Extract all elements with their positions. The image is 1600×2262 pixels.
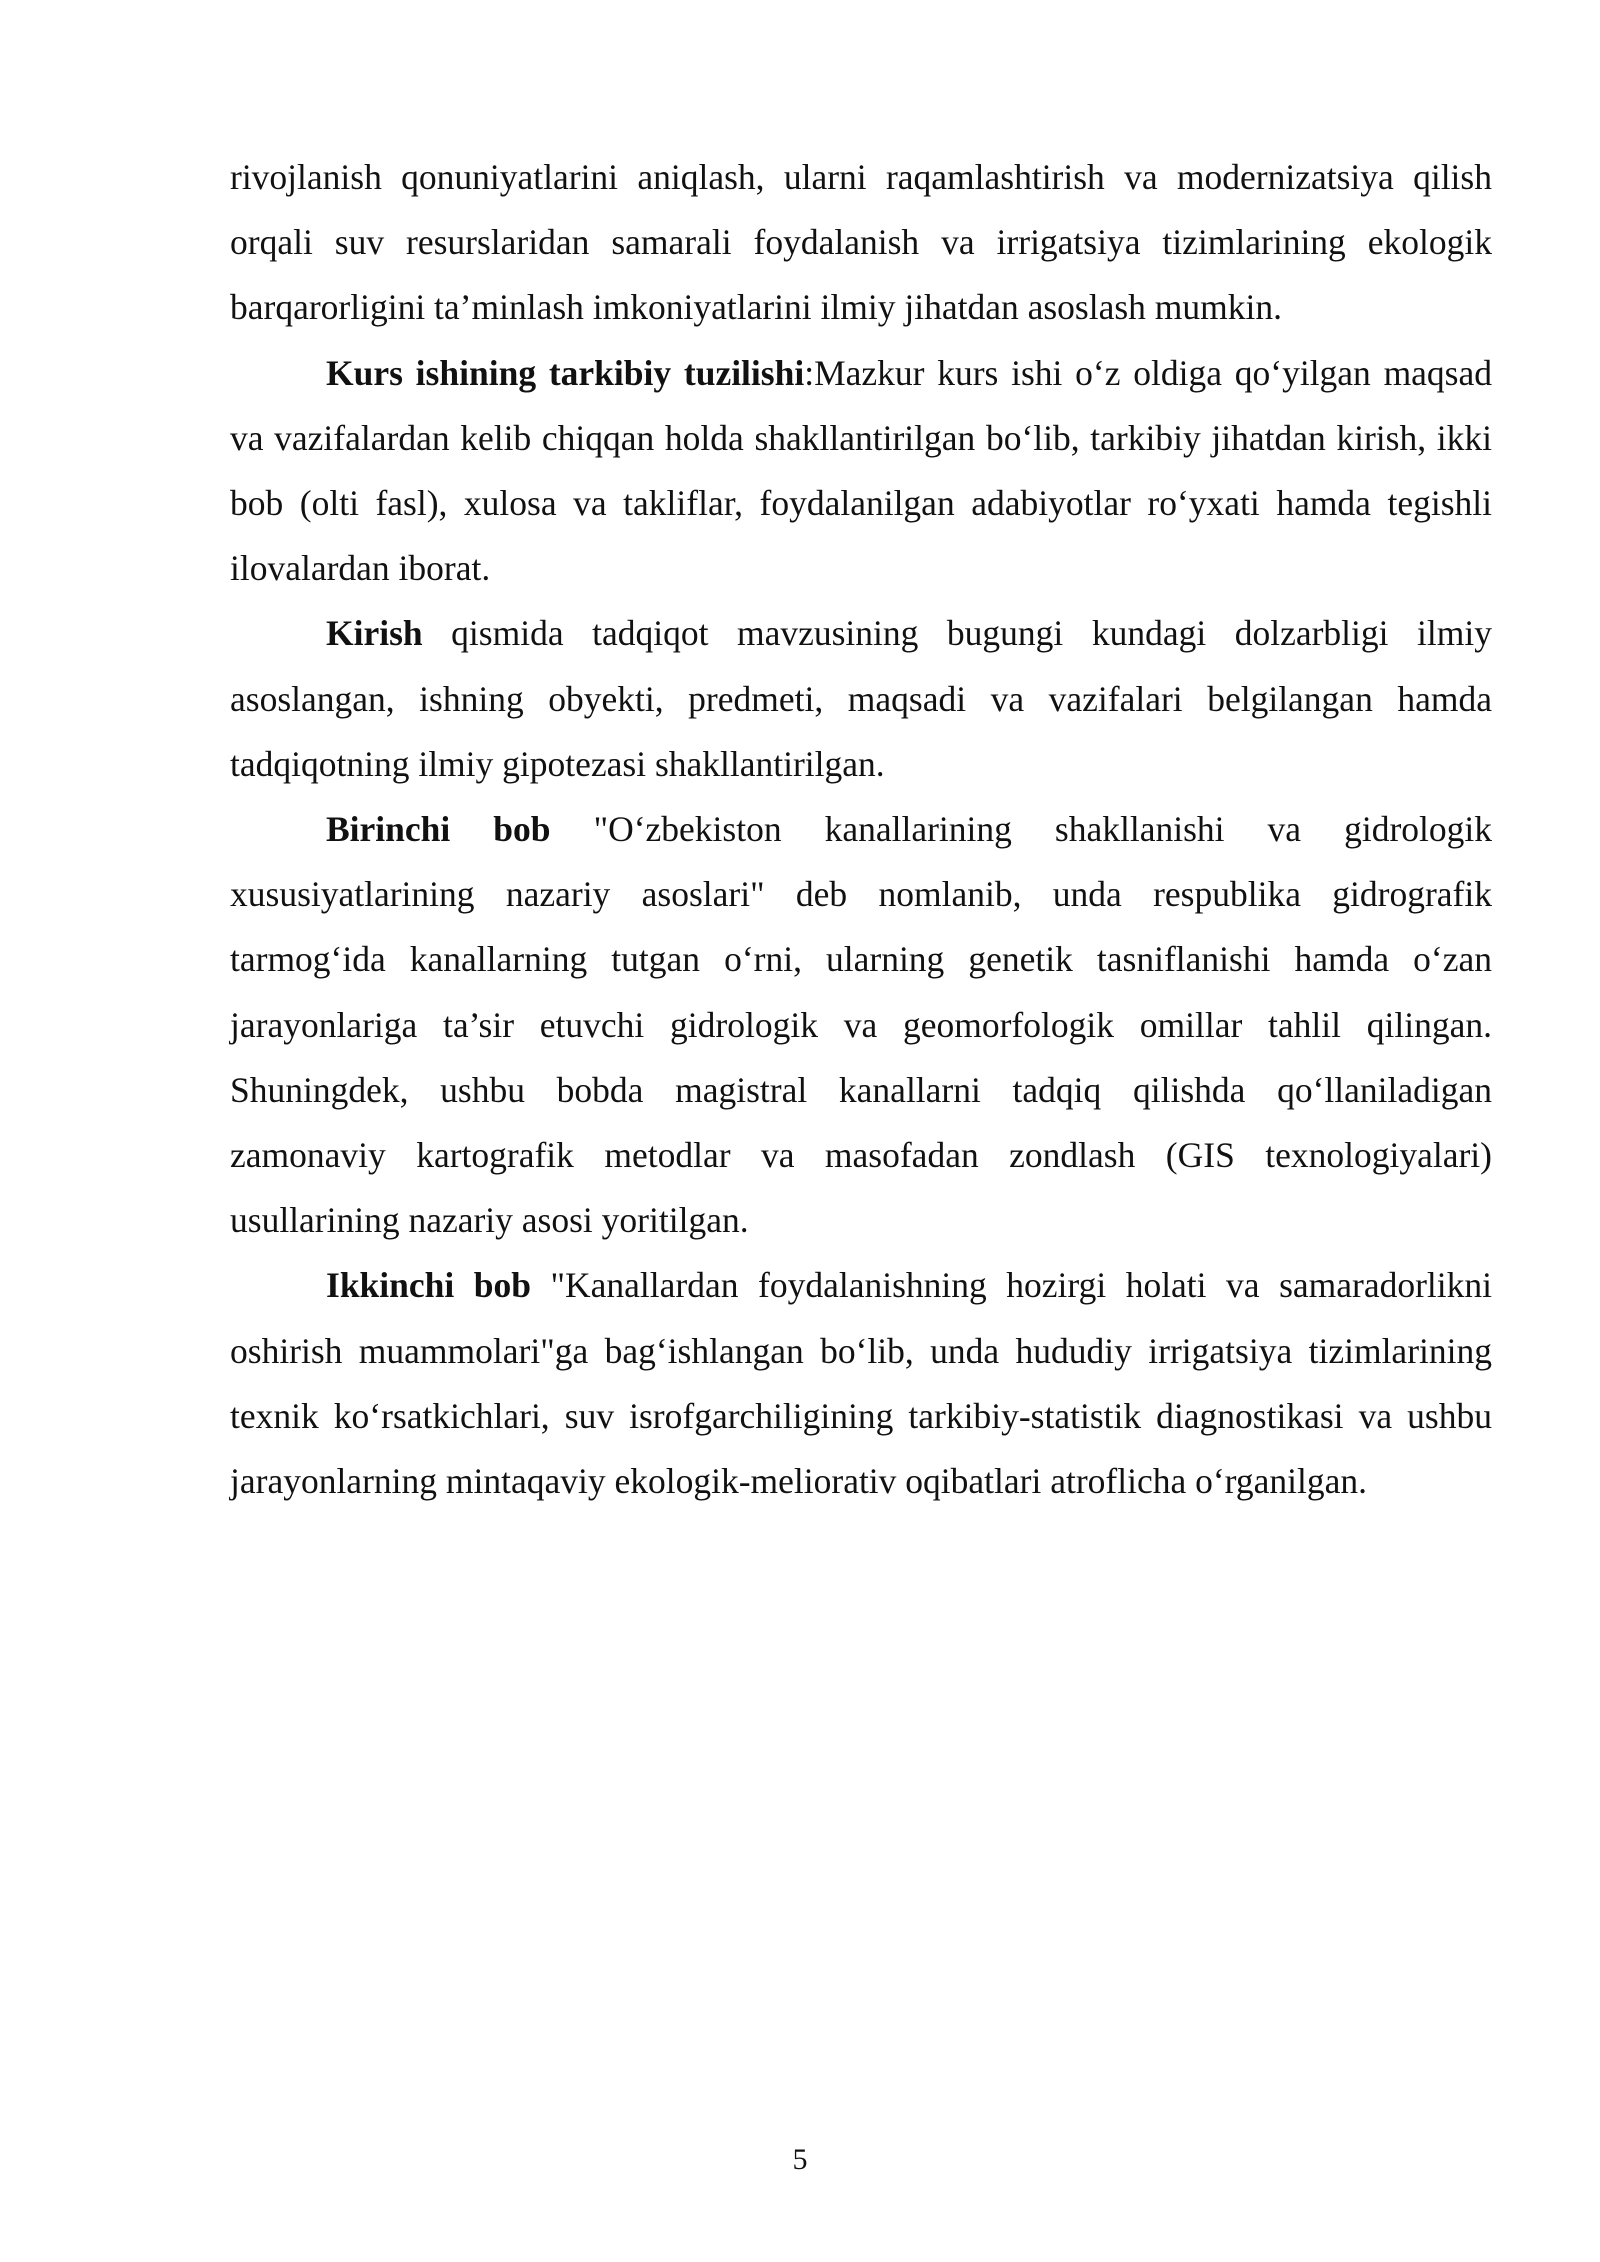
paragraph-lead: Kirish: [326, 613, 423, 654]
paragraph-lead: Ikkinchi bob: [326, 1265, 532, 1306]
page-number: 5: [792, 2143, 808, 2176]
document-page-body: [230, 145, 1492, 1514]
paragraph-text: qismida tadqiqot mavzusining bugungi kundagi dolzarbligi ilmiy asoslangan, ishning obyekti, predmeti, maqsadi va vazifalari belgilangan hamda tadqiqotning ilmiy gipotezasi shakllantirilgan.: [230, 613, 1492, 784]
paragraph-continuation: [230, 145, 1492, 341]
paragraph-lead: Birinchi bob: [326, 809, 551, 850]
paragraph-chapter-two: [230, 1253, 1492, 1514]
paragraph-text: rivojlanish qonuniyatlarini aniqlash, ularni raqamlashtirish va modernizatsiya qilish orqali suv resurslaridan samarali foydalanish va irrigatsiya tizimlarining ekologik barqarorligini ta’minlash imkoniyatlarini ilmiy jihatdan asoslash mumkin.: [230, 157, 1492, 328]
paragraph-text: "Kanallardan foydalanishning hozirgi holati va samaradorlikni oshirish muammolari"ga bag‘ishlangan bo‘lib, unda hududiy irrigatsiya tizimlarining texnik ko‘rsatkichlari, suv isrofgarchiligining tarkibiy-statistik diagnostikasi va ushbu jarayonlarning mintaqaviy ekologik-meliorativ oqibatlari atroflicha o‘rganilgan.: [230, 1265, 1492, 1502]
paragraph-text: :Mazkur kurs ishi o‘z oldiga qo‘yilgan maqsad va vazifalardan kelib chiqqan holda shakllantirilgan bo‘lib, tarkibiy jihatdan kirish, ikki bob (olti fasl), xulosa va takliflar, foydalanilgan adabiyotlar ro‘yxati hamda tegishli ilovalardan iborat.: [230, 352, 1493, 589]
paragraph-lead: Kurs ishining tarkibiy tuzilishi: [326, 352, 805, 393]
paragraph-chapter-one: [230, 797, 1492, 1253]
paragraph-text: "O‘zbekiston kanallarining shakllanishi va gidrologik xususiyatlarining nazariy asoslari" deb nomlanib, unda respublika gidrografik tarmog‘ida kanallarning tutgan o‘rni, ularning genetik tasniflanishi hamda o‘zan jarayonlariga ta’sir etuvchi gidrologik va geomorfologik omillar tahlil qilingan. Shuningdek, ushbu bobda magistral kanallarni tadqiq qilishda qo‘llaniladigan zamonaviy kartografik metodlar va masofadan zondlash (GIS texnologiyalari) usullarining nazariy asosi yoritilgan.: [230, 809, 1493, 1241]
paragraph-structure: [230, 341, 1492, 602]
paragraph-introduction: [230, 601, 1492, 797]
